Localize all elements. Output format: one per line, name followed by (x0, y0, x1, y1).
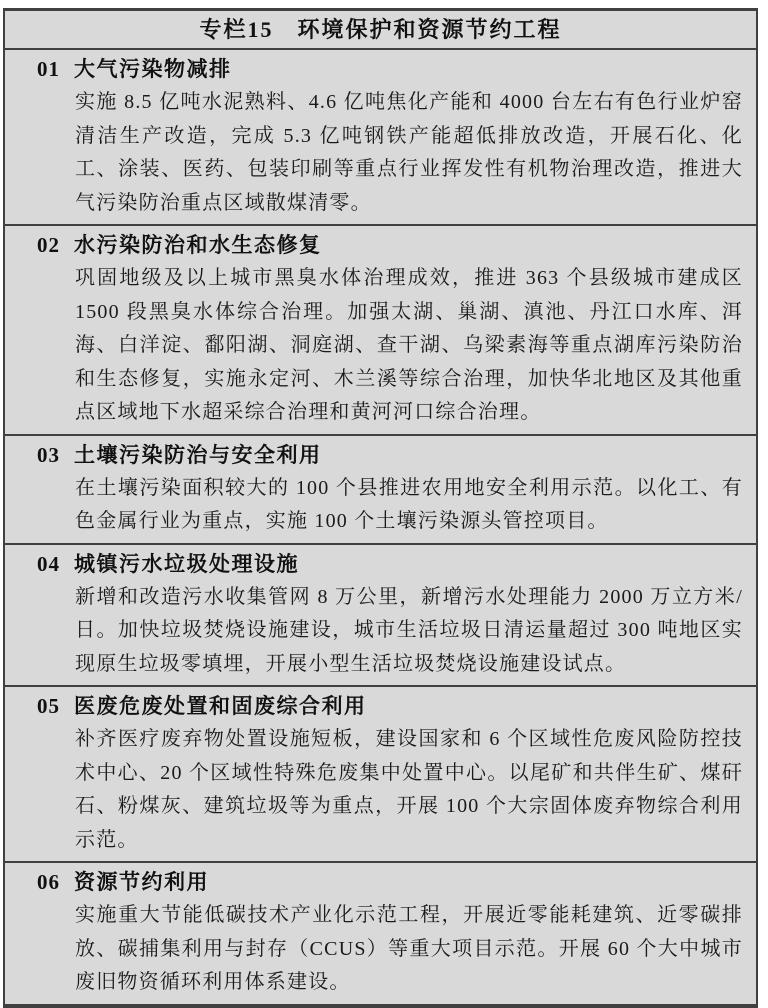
box-section-06 (5, 861, 756, 1004)
section-number: 02 (37, 233, 60, 257)
section-title: 水污染防治和水生态修复 (74, 233, 322, 257)
section-body: 实施 8.5 亿吨水泥熟料、4.6 亿吨焦化产能和 4000 台左右有色行业炉窑清洁生产改造，完成 5.3 亿吨钢铁产能超低排放改造，开展石化、化工、涂装、医药、包装印刷等重点行业挥发性有机物治理改造，推进大气污染防治重点区域散煤清零。 (75, 91, 743, 214)
section-header (5, 229, 756, 262)
section-body: 补齐医疗废弃物处置设施短板，建设国家和 6 个区域性危废风险防控技术中心、20 个区域性特殊危废集中处置中心。以尾矿和共伴生矿、煤矸石、粉煤灰、建筑垃圾等为重点，开展 100 个大宗固体废弃物综合利用示范。 (75, 728, 743, 851)
box-section-05 (5, 685, 756, 861)
box-section-01 (5, 50, 756, 224)
section-body: 在土壤污染面积较大的 100 个县推进农用地安全利用示范。以化工、有色金属行业为重点，实施 100 个土壤污染源头管控项目。 (75, 476, 743, 532)
section-body: 实施重大节能低碳技术产业化示范工程，开展近零能耗建筑、近零碳排放、碳捕集利用与封存（CCUS）等重大项目示范。开展 60 个大中城市废旧物资循环利用体系建设。 (75, 904, 743, 993)
section-header (5, 866, 756, 899)
document-page (0, 8, 768, 993)
section-title: 资源节约利用 (74, 870, 209, 894)
section-header (5, 548, 756, 581)
section-title: 大气污染物减排 (74, 57, 232, 81)
section-body: 新增和改造污水收集管网 8 万公里，新增污水处理能力 2000 万立方米/日。加快垃圾焚烧设施建设，城市生活垃圾日清运量超过 300 吨地区实现原生垃圾零填埋，开展小型生活垃圾焚烧设施建设试点。 (75, 585, 743, 675)
project-box (3, 8, 758, 1008)
section-number: 06 (37, 870, 60, 894)
section-header (5, 690, 756, 723)
box-section-04 (5, 543, 756, 686)
section-title: 医废危废处置和固废综合利用 (74, 694, 367, 718)
section-number: 04 (37, 551, 60, 576)
box-section-03 (5, 434, 756, 543)
section-header (5, 53, 756, 86)
section-number: 03 (37, 442, 60, 467)
section-body: 巩固地级及以上城市黑臭水体治理成效，推进 363 个县级城市建成区 1500 段黑臭水体综合治理。加强太湖、巢湖、滇池、丹江口水库、洱海、白洋淀、鄱阳湖、洞庭湖、查干湖、乌梁素海等重点湖库污染防治和生态修复，实施永定河、木兰溪等综合治理，加快华北地区及其他重点区域地下水超采综合治理和黄河河口综合治理。 (75, 267, 743, 423)
section-title: 土壤污染防治与安全利用 (74, 442, 322, 467)
section-title: 城镇污水垃圾处理设施 (74, 551, 299, 576)
box-section-02 (5, 224, 756, 434)
section-number: 05 (37, 694, 60, 718)
section-number: 01 (37, 57, 60, 81)
panel-title: 专栏15 环境保护和资源节约工程 (5, 11, 756, 50)
section-header (5, 439, 756, 472)
